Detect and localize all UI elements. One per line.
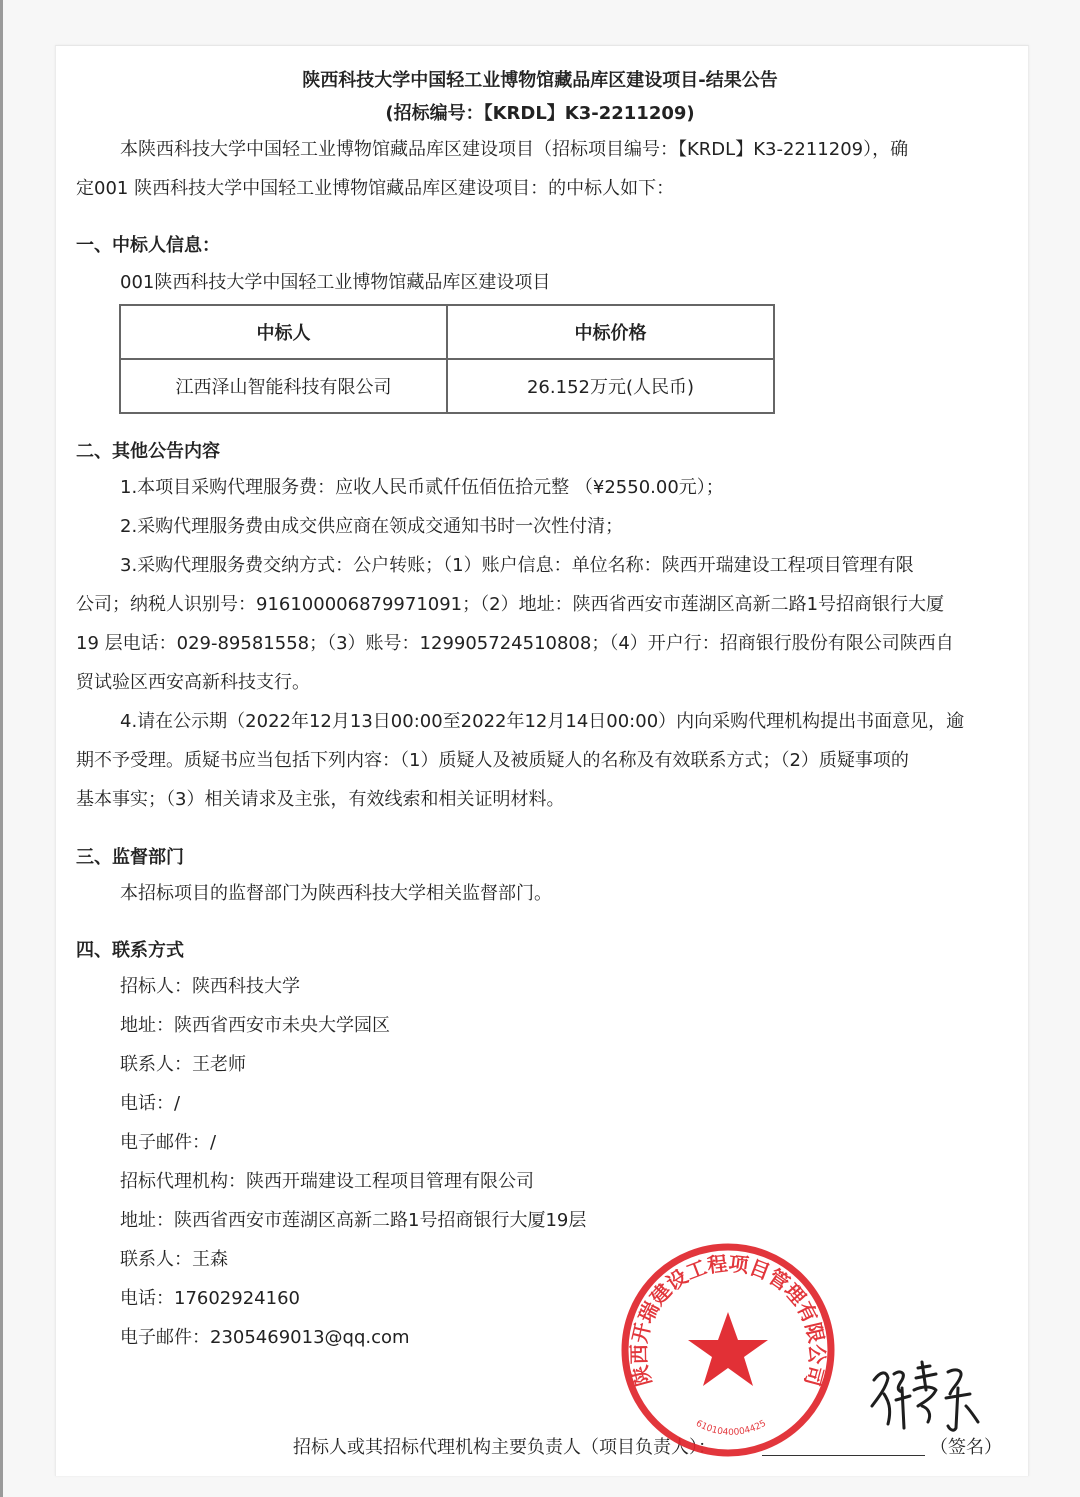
paragraph-line: 公司；纳税人识别号：916100006879971091；（2）地址：陕西省西安市莲湖区高新二路1号招商银行大厦 [76, 594, 945, 615]
contact-line: 招标人：陕西科技大学 [120, 976, 300, 997]
paragraph-line: 期不予受理。质疑书应当包括下列内容：（1）质疑人及被质疑人的名称及有效联系方式；（2）质疑事项的 [76, 750, 909, 771]
signer-label: 招标人或其招标代理机构主要负责人（项目负责人）： [293, 1437, 716, 1458]
document-title: 陕西科技大学中国轻工业博物馆藏品库区建设项目-结果公告 [302, 70, 778, 91]
section-heading-winner: 一、中标人信息： [76, 235, 220, 256]
contact-line: 电话：17602924160 [120, 1288, 300, 1309]
contact-line: 电话：/ [120, 1093, 181, 1114]
company-seal-stamp [618, 1240, 838, 1460]
contact-line: 联系人：王老师 [120, 1054, 246, 1075]
intro-line: 定001 陕西科技大学中国轻工业博物馆藏品库区建设项目：的中标人如下： [76, 178, 675, 199]
table-header: 中标价格 [447, 305, 774, 359]
table-header: 中标人 [120, 305, 447, 359]
paragraph-line: 3.采购代理服务费交纳方式：公户转账；（1）账户信息：单位名称：陕西开瑞建设工程项目管理有限 [120, 555, 914, 576]
page-edge [0, 0, 3, 1497]
paragraph-line: 贸试验区西安高新科技支行。 [76, 672, 310, 693]
seal-number: 6101040004425 [693, 1418, 769, 1438]
section-heading-other: 二、其他公告内容 [76, 441, 220, 462]
paragraph-line: 19 层电话：029-89581558；（3）账号：129905724510808；（4）开户行：招商银行股份有限公司陕西自 [76, 633, 954, 654]
contact-line: 电子邮件：/ [120, 1132, 217, 1153]
section-heading-supervision: 三、监督部门 [76, 847, 184, 868]
project-name: 001陕西科技大学中国轻工业博物馆藏品库区建设项目 [120, 272, 551, 293]
sign-suffix: （签名） [930, 1437, 1002, 1458]
section-heading-contact: 四、联系方式 [76, 940, 184, 961]
table-cell-price: 26.152万元(人民币) [447, 359, 774, 413]
table-header-row [120, 305, 774, 359]
table-row [120, 359, 774, 413]
paragraph-item: 2.采购代理服务费由成交供应商在领成交通知书时一次性付清； [120, 516, 624, 537]
tender-number: (招标编号：【KRDL】K3-2211209) [385, 103, 695, 124]
contact-line: 地址：陕西省西安市莲湖区高新二路1号招商银行大厦19层 [120, 1210, 587, 1231]
svg-text:6101040004425 [694, 1419, 768, 1438]
contact-line: 电子邮件：2305469013@qq.com [120, 1327, 410, 1348]
paragraph-line: 4.请在公示期（2022年12月13日00:00至2022年12月14日00:00）内向采购代理机构提出书面意见，逾 [120, 711, 965, 732]
paragraph-item: 1.本项目采购代理服务费：应收人民币贰仟伍佰伍拾元整 （¥2550.00元）； [120, 477, 724, 498]
winner-table [119, 304, 775, 414]
seal-text: 陕西开瑞建设工程项目管理有限公司 [626, 1251, 830, 1389]
paragraph-line: 基本事实；（3）相关请求及主张，有效线索和相关证明材料。 [76, 789, 565, 810]
supervision-text: 本招标项目的监督部门为陕西科技大学相关监督部门。 [120, 883, 552, 904]
contact-line: 招标代理机构：陕西开瑞建设工程项目管理有限公司 [120, 1171, 534, 1192]
table-cell-winner: 江西泽山智能科技有限公司 [120, 359, 447, 413]
handwritten-signature [866, 1350, 986, 1435]
contact-line: 地址：陕西省西安市未央大学园区 [120, 1015, 390, 1036]
contact-line: 联系人：王森 [120, 1249, 228, 1270]
intro-line: 本陕西科技大学中国轻工业博物馆藏品库区建设项目（招标项目编号：【KRDL】K3-2211209），确 [120, 139, 909, 160]
